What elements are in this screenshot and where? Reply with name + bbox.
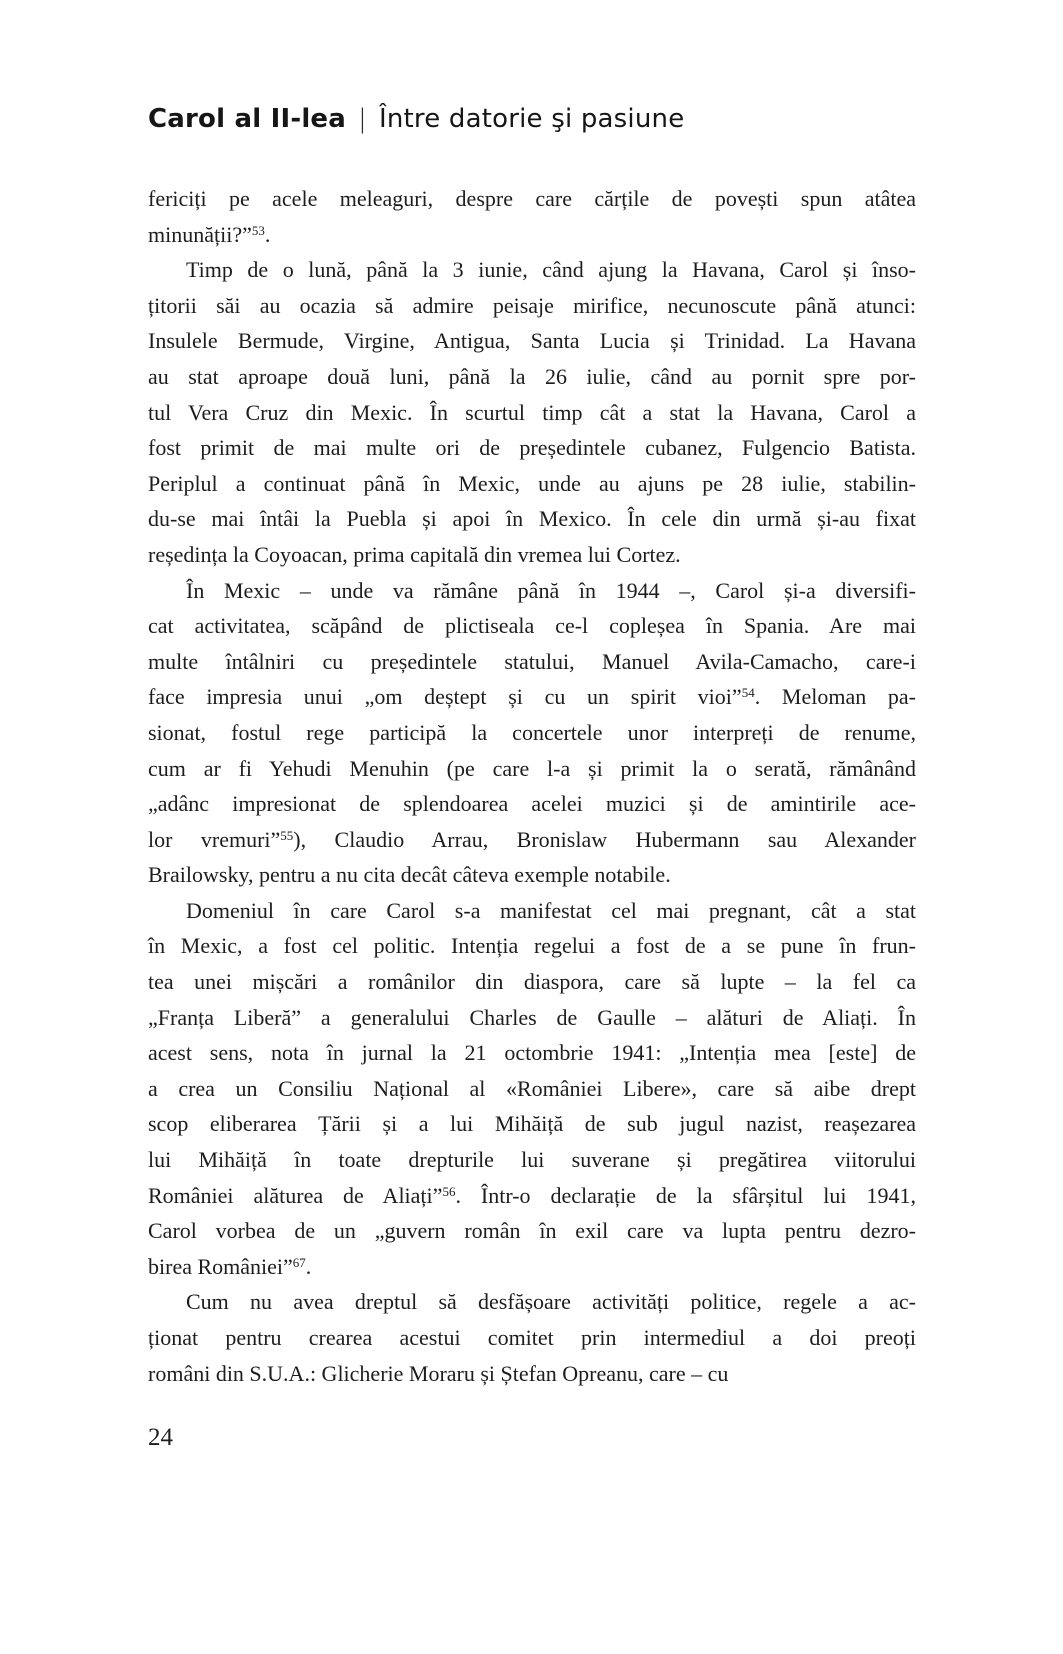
- text-line: „adânc impresionat de splendoarea acelei muzici și de amintirile ace-: [148, 791, 916, 817]
- text-line: cum ar fi Yehudi Menuhin (pe care l-a și primit la o serată, rămânând: [148, 755, 916, 781]
- footnote-ref: 55: [280, 827, 294, 843]
- text-line: Carol vorbea de un „guvern român în exil care va lupta pentru dezro-: [148, 1218, 916, 1244]
- text-line: cat activitatea, scăpând de plictiseala ce-l copleșea în Spania. Are mai: [148, 613, 916, 639]
- text-line: scop eliberarea Țării și a lui Mihăiță de sub jugul nazist, reașezarea: [148, 1111, 916, 1137]
- text-line: „Franța Liberă” a generalului Charles de Gaulle – alături de Aliați. În: [148, 1004, 916, 1030]
- text-line: birea României”$^{67}$.: [148, 1253, 312, 1279]
- text-line: României alăturea de Aliați”$^{56}$. Într-o declarație de la sfârșitul lui 1941,: [148, 1182, 916, 1208]
- footnote-ref: 54: [741, 685, 755, 701]
- footnote-ref: 56: [442, 1183, 456, 1199]
- text-line: face impresia unui „om deștept și cu un spirit vioi”$^{54}$. Meloman pa-: [148, 684, 917, 710]
- text-line: reședința la Coyoacan, prima capitală din vremea lui Cortez.: [148, 541, 681, 567]
- paragraph: [148, 573, 916, 893]
- paragraph: [148, 1284, 916, 1391]
- text-line: lui Mihăiță în toate drepturile lui suverane și pregătirea viitorului: [148, 1147, 916, 1173]
- text-line: lor vremuri”$^{55}$), Claudio Arrau, Bronislaw Hubermann sau Alexander: [148, 826, 916, 852]
- page-number: 24: [148, 1424, 173, 1451]
- header-separator: |: [358, 104, 367, 134]
- text-line: români din S.U.A.: Glicherie Moraru și Ștefan Opreanu, care – cu: [148, 1360, 729, 1386]
- text-line: Insulele Bermude, Virgine, Antigua, Santa Lucia și Trinidad. La Havana: [148, 328, 916, 354]
- text-line: tul Vera Cruz din Mexic. În scurtul timp cât a stat la Havana, Carol a: [148, 399, 916, 425]
- text-line: a crea un Consiliu Național al «României Libere», care să aibe drept: [148, 1075, 916, 1101]
- text-line: tea unei mișcări a românilor din diaspora, care să lupte – la fel ca: [148, 969, 916, 995]
- text-line: În Mexic – unde va rămâne până în 1944 –, Carol și-a diversifi-: [186, 577, 916, 603]
- book-title: Carol al II-lea: [148, 104, 347, 134]
- footnote-ref: 67: [292, 1254, 306, 1270]
- text-line: Timp de o lună, până la 3 iunie, când ajung la Havana, Carol și înso-: [186, 257, 916, 283]
- text-line: au stat aproape două luni, până la 26 iulie, când au pornit spre por-: [148, 363, 916, 389]
- text-line: Domeniul în care Carol s-a manifestat cel mai pregnant, cât a stat: [186, 897, 916, 923]
- text-line: fericiți pe acele meleaguri, despre care cărțile de povești spun atâtea: [148, 186, 916, 211]
- text-line: acest sens, nota în jurnal la 21 octombrie 1941: „Intenția mea [este] de: [148, 1040, 916, 1066]
- text-line: fost primit de mai multe ori de președintele cubanez, Fulgencio Batista.: [148, 435, 916, 461]
- paragraph: [148, 252, 916, 572]
- footnote-ref: 53: [251, 222, 265, 238]
- paragraph: [148, 181, 916, 252]
- text-line: Periplul a continuat până în Mexic, unde au ajuns pe 28 iulie, stabilin-: [148, 470, 916, 496]
- text-line: Cum nu avea dreptul să desfășoare activități politice, regele a ac-: [186, 1289, 916, 1315]
- text-line: sionat, fostul rege participă la concertele unor interpreți de renume,: [148, 719, 916, 745]
- text-line: Brailowsky, pentru a nu cita decât câteva exemple notabile.: [148, 862, 671, 888]
- running-header: [148, 104, 928, 134]
- text-line: în Mexic, a fost cel politic. Intenția regelui a fost de a se pune în frun-: [148, 933, 916, 959]
- text-line: ționat pentru crearea acestui comitet prin intermediul a doi preoți: [148, 1325, 916, 1350]
- text-line: minunății?”$^{53}$.: [148, 221, 271, 247]
- chapter-title: Între datorie şi pasiune: [378, 104, 685, 134]
- text-line: țitorii săi au ocazia să admire peisaje mirifice, necunoscute până atunci:: [148, 292, 916, 318]
- text-line: multe întâlniri cu președintele statului, Manuel Avila-Camacho, care-i: [148, 648, 916, 674]
- text-line: du-se mai întâi la Puebla și apoi în Mexico. În cele din urmă și-au fixat: [148, 506, 916, 532]
- paragraph: [148, 893, 916, 1285]
- body-text: [148, 181, 916, 1391]
